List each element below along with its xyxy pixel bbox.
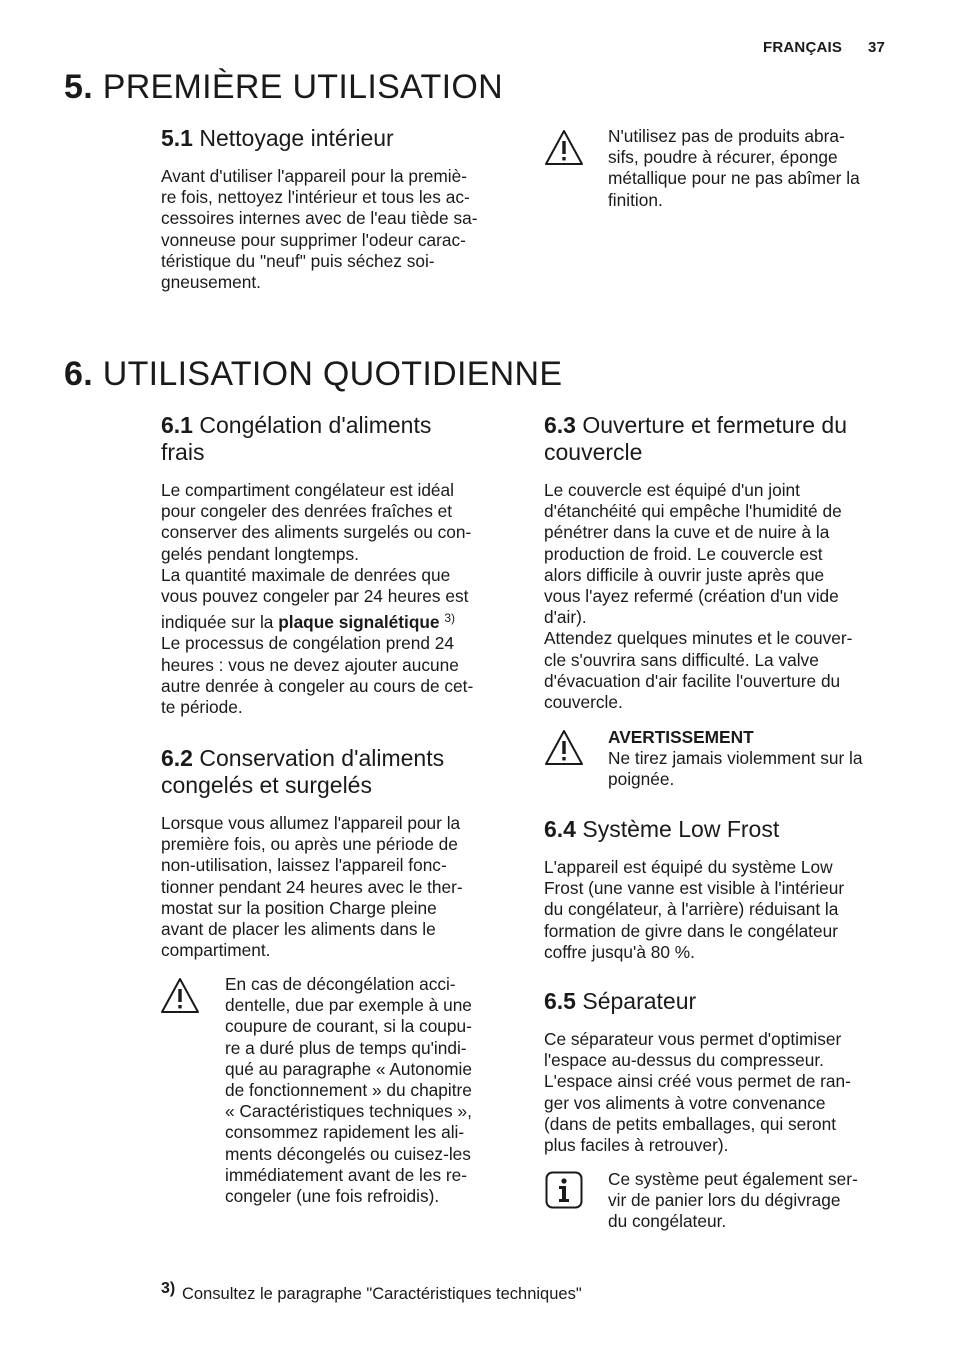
text-line: alors difficile à ouvrir juste après que [544, 564, 825, 585]
section-6-4-heading [544, 816, 779, 843]
text-line: Ce séparateur vous permet d'optimiser [544, 1029, 842, 1049]
text-line: En cas de décongélation acci- [225, 974, 456, 994]
reference-prefix: indiquée sur la [161, 612, 279, 633]
text-line: coffre jusqu'à 80 %. [544, 941, 695, 962]
text-line: Lorsque vous allumez l'appareil pour la [161, 813, 461, 833]
text-line: téristique du "neuf" puis séchez soi- [161, 250, 435, 271]
text-line: (dans de petits emballages, qui seront [544, 1113, 837, 1134]
text-line: cessoires internes avec de l'eau tiède sa- [161, 208, 478, 229]
section-6-1-number: 6.1 [161, 412, 193, 438]
text-line: avant de placer les aliments dans le [161, 919, 436, 940]
footnote-reference: 3) [444, 611, 456, 626]
text-line: vir de panier lors du dégivrage [608, 1190, 841, 1211]
text-line: conserver des aliments surgelés ou con- [161, 522, 472, 543]
text-line: cle s'ouvrira sans difficulté. La valve [544, 649, 819, 670]
section-6-3-title-line: couvercle [544, 439, 643, 465]
section-5-1-heading [161, 125, 394, 152]
section-6-5-info-text [608, 1169, 858, 1233]
warning-triangle-icon [160, 976, 200, 1016]
chapter-5-title: PREMIÈRE UTILISATION [102, 68, 503, 106]
section-6-5-body [544, 1029, 851, 1156]
section-6-3-body [544, 480, 852, 713]
section-6-1-body [161, 480, 473, 718]
text-line: « Caractéristiques techniques », [225, 1101, 472, 1122]
text-line: ments décongelés ou cuisez-les [225, 1143, 471, 1164]
text-line: autre denrée à congeler au cours de cet- [161, 675, 474, 696]
chapter-5-caution-text [608, 126, 860, 211]
text-line: dentelle, due par exemple à une [225, 995, 472, 1016]
text-line-with-reference [161, 612, 473, 633]
text-line: Ne tirez jamais violemment sur la [608, 748, 863, 769]
section-6-3-title-line: Ouverture et fermeture du [582, 412, 847, 438]
text-line: formation de givre dans le congélateur [544, 920, 838, 941]
text-line: sifs, poudre à récurer, éponge [608, 147, 838, 168]
section-5-1-body [161, 166, 477, 293]
text-line: de fonctionnement » du chapitre [225, 1080, 472, 1101]
section-6-1-heading [161, 412, 431, 466]
text-line: heures : vous ne devez ajouter aucune [161, 654, 459, 675]
text-line: compartiment. [161, 940, 271, 961]
text-line: vous l'ayez refermé (création d'un vide [544, 586, 839, 607]
text-line: plus faciles à retrouver). [544, 1135, 729, 1156]
text-line: immédiatement avant de les re- [225, 1164, 468, 1185]
chapter-6-heading [64, 354, 562, 394]
section-6-5-number: 6.5 [544, 988, 576, 1014]
rating-plate-reference: plaque signalétique [278, 612, 440, 633]
chapter-6-title: UTILISATION QUOTIDIENNE [102, 355, 563, 393]
text-line: du congélateur, à l'arrière) réduisant la [544, 899, 839, 920]
text-line: re a duré plus de temps qu'indi- [225, 1037, 467, 1058]
text-line: poignée. [608, 769, 675, 790]
section-6-3-number: 6.3 [544, 412, 576, 438]
section-6-1-title-line: frais [161, 439, 205, 465]
text-line: non-utilisation, laissez l'appareil fonc- [161, 855, 447, 876]
text-line: re fois, nettoyez l'intérieur et tous les ac- [161, 187, 470, 208]
section-6-2-body [161, 813, 463, 961]
chapter-5-number: 5. [64, 68, 93, 106]
warning-triangle-icon [544, 128, 584, 168]
section-6-2-heading [161, 745, 444, 799]
text-line: gelés pendant longtemps. [161, 543, 359, 564]
page-number: 37 [868, 39, 886, 56]
text-line: qué au paragraphe « Autonomie [225, 1058, 472, 1079]
text-line: congeler (une fois refroidis). [225, 1186, 440, 1207]
text-line: L'espace ainsi créé vous permet de ran- [544, 1071, 851, 1092]
section-6-5-title: Séparateur [582, 988, 697, 1014]
section-6-4-title: Système Low Frost [582, 816, 780, 842]
warning-heading: AVERTISSEMENT [608, 727, 754, 747]
text-line: production de froid. Le couvercle est [544, 543, 823, 564]
text-line: tionner pendant 24 heures avec le ther- [161, 876, 463, 897]
text-line: N'utilisez pas de produits abra- [608, 126, 845, 146]
text-line: coupure de courant, si la coupu- [225, 1016, 472, 1037]
text-line: te période. [161, 697, 243, 718]
text-line: ger vos aliments à votre convenance [544, 1092, 826, 1113]
warning-triangle-icon [544, 728, 584, 768]
section-6-2-caution-text [225, 974, 472, 1207]
text-line: Frost (une vanne est visible à l'intérieur [544, 878, 845, 899]
text-line: Le couvercle est équipé d'un joint [544, 480, 800, 500]
text-line: couvercle. [544, 692, 623, 713]
text-line: Le processus de congélation prend 24 [161, 633, 455, 654]
text-line: d'air). [544, 607, 587, 628]
text-line: Attendez quelques minutes et le couver- [544, 628, 853, 649]
text-line: gneusement. [161, 272, 261, 293]
text-line: mostat sur la position Charge pleine [161, 897, 437, 918]
section-6-3-warning [608, 727, 863, 791]
section-6-3-heading [544, 412, 847, 466]
section-5-1-title: Nettoyage intérieur [199, 125, 394, 151]
running-header-language: FRANÇAIS [763, 39, 843, 56]
text-line: vous pouvez congeler par 24 heures est [161, 586, 469, 607]
text-line: vonneuse pour supprimer l'odeur carac- [161, 229, 466, 250]
section-6-5-heading [544, 988, 696, 1015]
section-6-4-number: 6.4 [544, 816, 576, 842]
text-line: consommez rapidement les ali- [225, 1122, 465, 1143]
text-line: Le compartiment congélateur est idéal [161, 480, 454, 500]
text-line: métallique pour ne pas abîmer la [608, 168, 860, 189]
text-line: pénétrer dans la cuve et de nuire à la [544, 522, 830, 543]
text-line: Ce système peut également ser- [608, 1169, 858, 1189]
section-6-1-title-line: Congélation d'aliments [199, 412, 432, 438]
section-6-4-body [544, 857, 844, 963]
text-line: première fois, ou après une période de [161, 834, 458, 855]
text-line: Avant d'utiliser l'appareil pour la premiè- [161, 166, 467, 186]
chapter-6-number: 6. [64, 355, 93, 393]
text-line: finition. [608, 189, 663, 210]
section-6-2-title-line: congelés et surgelés [161, 772, 372, 798]
footnote-text: Consultez le paragraphe "Caractéristiques techniques" [182, 1285, 582, 1303]
info-icon [545, 1171, 585, 1211]
section-5-1-number: 5.1 [161, 125, 193, 151]
text-line: du congélateur. [608, 1211, 727, 1232]
footnote-marker: 3) [161, 1280, 176, 1297]
text-line: La quantité maximale de denrées que [161, 564, 451, 585]
chapter-5-heading [64, 67, 503, 107]
text-line: d'étanchéité qui empêche l'humidité de [544, 501, 842, 522]
text-line: l'espace au-dessus du compresseur. [544, 1050, 824, 1071]
text-line: pour congeler des denrées fraîches et [161, 501, 453, 522]
section-6-2-number: 6.2 [161, 745, 193, 771]
text-line: d'évacuation d'air facilite l'ouverture du [544, 670, 841, 691]
text-line: L'appareil est équipé du système Low [544, 857, 833, 877]
section-6-2-title-line: Conservation d'aliments [199, 745, 445, 771]
